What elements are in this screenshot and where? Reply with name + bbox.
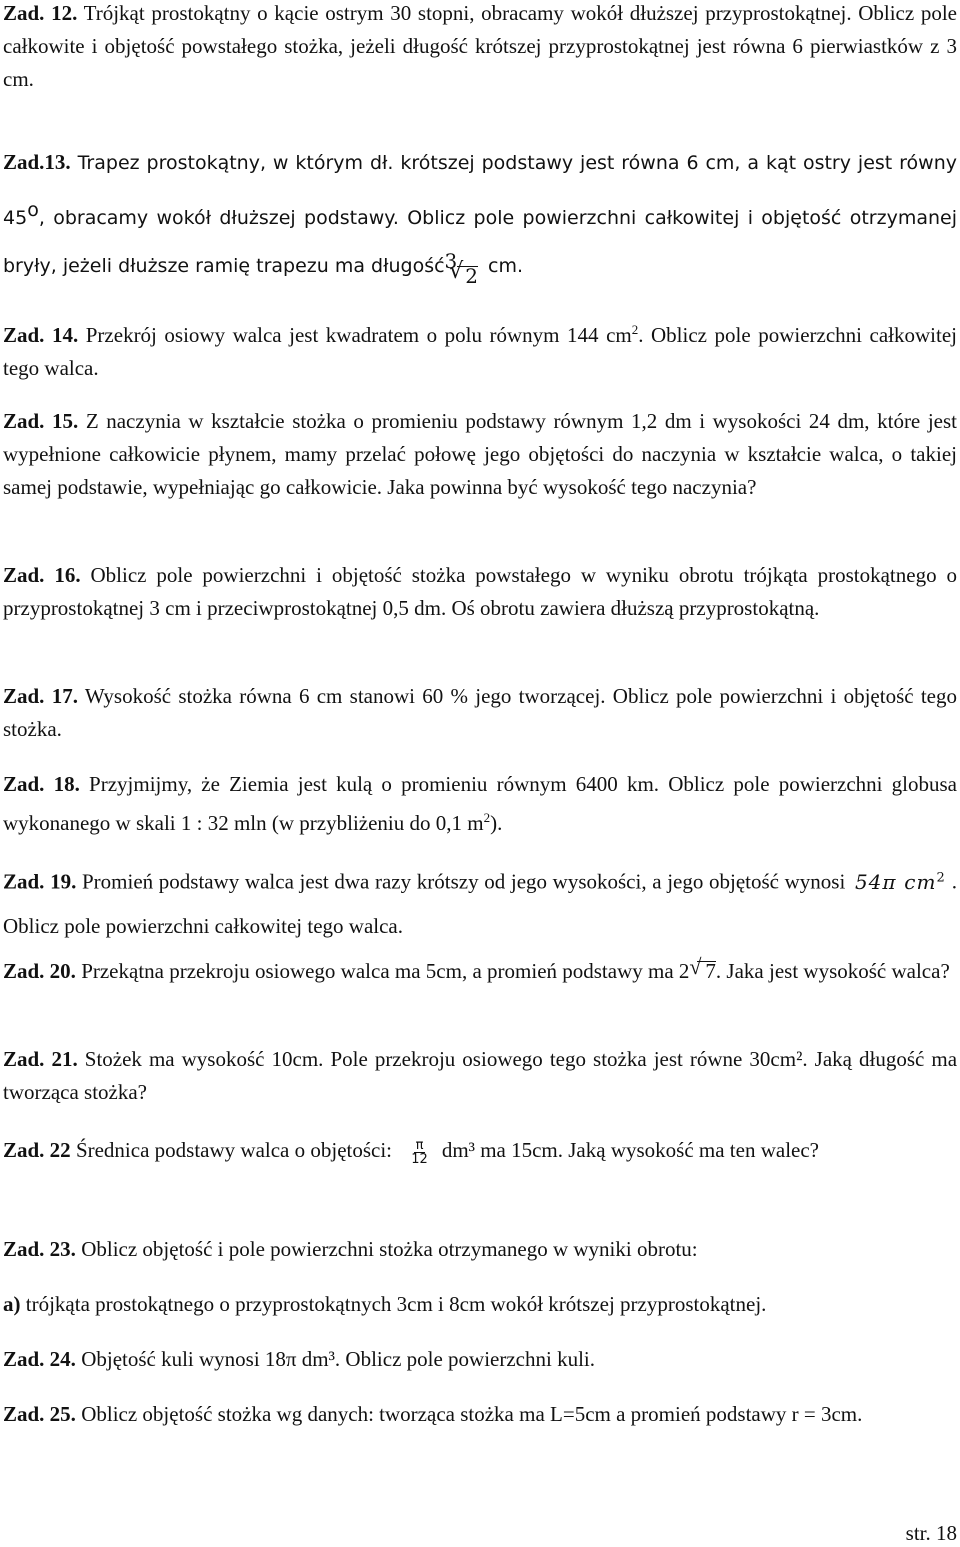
task-text: Objętość kuli wynosi 18π dm³. Oblicz pole powierzchni kuli.: [75, 1347, 596, 1371]
task-label: Zad. 25.: [3, 1402, 76, 1426]
task-text: Promień podstawy walca jest dwa razy krótszy od jego wysokości, a jego objętość wynosi: [76, 869, 851, 894]
task-25: [3, 1398, 957, 1431]
task-23: [3, 1233, 957, 1266]
task-15: [3, 405, 957, 504]
task-text: Oblicz pole powierzchni i objętość stożka powstałego w wyniku obrotu trójkąta prostokątnego o przyprostokątnej 3 cm i przeciwprostokątnej 0,5 dm. Oś obrotu zawiera dłuższą przyprostokątną.: [3, 563, 957, 620]
task-text: Wysokość stożka równa 6 cm stanowi 60 % jego tworzącej. Oblicz pole powierzchni i objętość tego stożka.: [3, 684, 957, 741]
task-text: Z naczynia w kształcie stożka o promieniu podstawy równym 1,2 dm i wysokości 24 dm, które jest wypełnione całkowicie płynem, mamy przelać połowę jego objętości do naczynia w kształcie walca, o takiej samej podstawie, wypełniając go całkowicie. Jaka powinna być wysokość tego naczynia?: [3, 409, 957, 499]
task-24: [3, 1343, 957, 1376]
task-19: [3, 856, 957, 948]
task-text: ).: [490, 811, 503, 835]
task-14: Zad. 14. Przekrój osiowy walca jest kwadratem o polu równym 144 $cm^2$. Oblicz pole powierzchni całkowitej tego walca.: [3, 322, 957, 380]
task-21: [3, 1043, 957, 1109]
sqrt-symbol: √ 7: [697, 961, 716, 980]
task-text: Trapez prostokątny, w którym dł. krótszej podstawy jest równa 6 cm, a kąt ostry jest równy 45: [3, 152, 957, 229]
task-16: [3, 559, 957, 625]
task-text: Przekątna przekroju osiowego walca ma 5cm, a promień podstawy ma 2: [75, 959, 690, 983]
task-text: trójkąta prostokątnego o przyprostokątnych 3cm i 8cm wokół krótszej przyprostokątnej.: [20, 1292, 767, 1316]
task-label: Zad. 14.: [3, 323, 79, 347]
task-text: Trójkąt prostokątny o kącie ostrym 30 stopni, obracamy wokół dłuższej przyprostokątnej. Oblicz pole całkowite i objętość powstałego stożka, jeżeli długość krótszej przyprostokątnej jest równa 6 pierwiastków z 3 cm.: [3, 1, 958, 91]
task-text: . Oblicz pole powierzchni całkowitej tego walca.: [3, 869, 957, 938]
task-18: Zad. 18. Przyjmijmy, że Ziemia jest kulą o promieniu równym 6400 km. Oblicz pole powierzchni globusa wykonanego w skali 1 : 32 mln (w przybliżeniu do 0,1 $m^2$).: [3, 772, 957, 835]
task-label: Zad. 16.: [3, 563, 81, 587]
task-22: [3, 1128, 957, 1172]
task-label: Zad. 12.: [3, 1, 78, 25]
task-23a: [3, 1288, 957, 1321]
task-13: [3, 139, 957, 290]
task-label: a): [3, 1292, 21, 1316]
formula-image: 3 √ 2: [445, 238, 478, 285]
task-text: cm.: [482, 255, 524, 277]
page-number: str. 18: [905, 1521, 957, 1545]
task-text: . Oblicz pole powierzchni całkowitej tego walca.: [3, 323, 957, 380]
task-text: , obracamy wokół dłuższej podstawy. Oblicz pole powierzchni całkowitej i objętość otrzymanej bryły, jeżeli dłuższe ramię trapezu ma długość: [3, 207, 957, 277]
task-text: Oblicz objętość stożka wg danych: tworząca stożka ma L=5cm a promień podstawy r = 3cm.: [75, 1402, 863, 1426]
task-text: Przyjmijmy, że Ziemia jest kulą o promieniu równym 6400 km. Oblicz pole powierzchni globusa wykonanego w skali 1 : 32 mln (w przybliżeniu do 0,1 m: [3, 772, 957, 835]
task-label: Zad.13.: [3, 150, 71, 174]
task-label: Zad. 23.: [3, 1237, 76, 1261]
degree-sign: o: [27, 199, 39, 221]
fraction-image: $\frac{\pi}{12}$: [411, 1137, 428, 1167]
task-12: [3, 0, 957, 96]
task-text: Średnica podstawy walca o objętości:: [70, 1138, 398, 1162]
task-label: Zad. 22: [3, 1138, 71, 1162]
task-20: [3, 955, 957, 988]
task-label: Zad. 17.: [3, 684, 78, 708]
task-text: . Jaka jest wysokość walca?: [715, 959, 950, 983]
task-text: dm³ ma 15cm. Jaką wysokość ma ten walec?: [441, 1138, 819, 1162]
task-label: Zad. 20.: [3, 959, 76, 983]
task-label: Zad. 18.: [3, 772, 80, 796]
task-text: Oblicz objętość i pole powierzchni stożka otrzymanego w wyniki obrotu:: [75, 1237, 698, 1261]
task-label: Zad. 15.: [3, 409, 79, 433]
task-17: [3, 680, 957, 746]
task-label: Zad. 24.: [3, 1347, 76, 1371]
task-text: Przekrój osiowy walca jest kwadratem o polu równym 144 cm: [78, 323, 632, 347]
task-text: Stożek ma wysokość 10cm. Pole przekroju osiowego tego stożka jest równe 30cm². Jaką długość ma tworząca stożka?: [3, 1047, 958, 1104]
task-label: Zad. 21.: [3, 1047, 78, 1071]
task-label: Zad. 19.: [3, 869, 77, 894]
formula-image: 54π $cm^2$: [854, 869, 946, 894]
